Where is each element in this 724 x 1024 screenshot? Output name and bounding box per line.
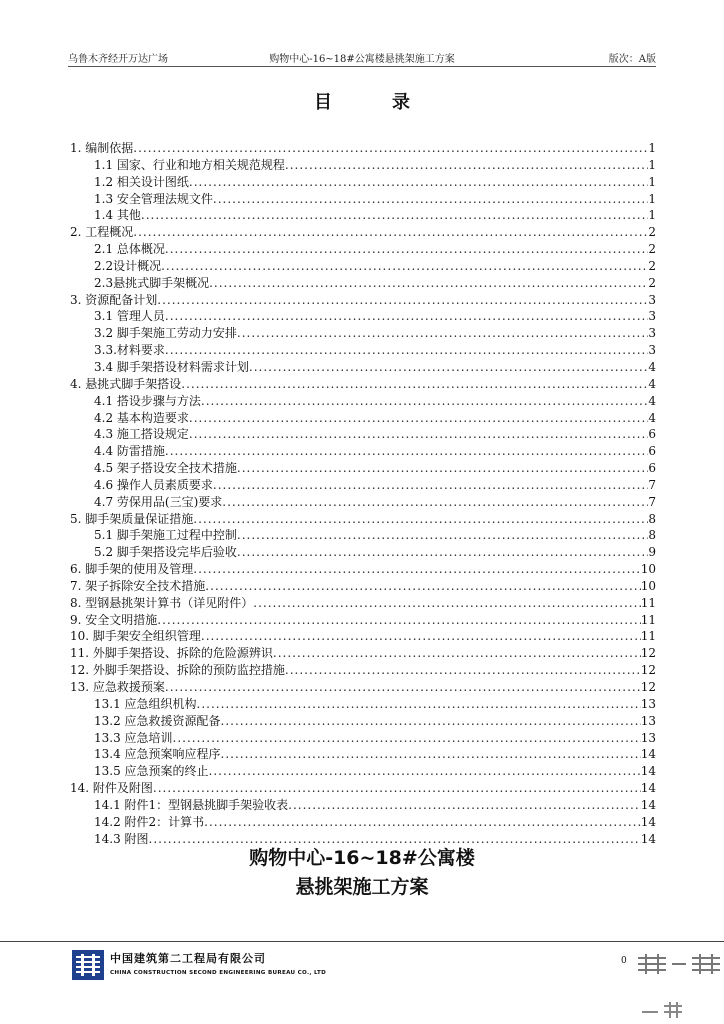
toc-entry-page: 12 <box>640 680 656 694</box>
toc-entry-page: 14 <box>640 831 656 846</box>
toc-entry[interactable] <box>70 241 656 258</box>
toc-entry[interactable] <box>70 342 656 359</box>
toc-dot-leader <box>157 612 640 629</box>
toc-dot-leader <box>209 763 641 780</box>
toc-entry-label: 3. 资源配备计划 <box>70 292 158 307</box>
toc-dot-leader <box>161 258 648 275</box>
watermark-stamp-icon <box>636 950 724 976</box>
toc-entry-page: 8 <box>648 511 656 526</box>
toc-dot-leader <box>189 410 648 427</box>
toc-dot-leader <box>165 679 641 696</box>
toc-entry-page: 14 <box>640 764 656 779</box>
toc-entry-label: 1.3 安全管理法规文件 <box>94 191 213 206</box>
toc-entry-page: 4 <box>648 359 656 374</box>
toc-entry-label: 2.2设计概况 <box>94 258 162 273</box>
toc-dot-leader <box>165 342 648 359</box>
toc-entry[interactable] <box>70 713 656 730</box>
toc-entry-label: 14.1 附件1：型钢悬挑脚手架验收表 <box>94 797 289 812</box>
toc-entry-page: 9 <box>648 545 656 560</box>
toc-dot-leader <box>237 460 648 477</box>
toc-entry-label: 7. 架子拆除安全技术措施 <box>70 578 206 593</box>
toc-entry-page: 6 <box>648 427 656 442</box>
toc-entry-label: 1.1 国家、行业和地方相关规范规程 <box>94 157 285 172</box>
toc-entry-page: 14 <box>640 797 656 812</box>
toc-dot-leader <box>193 511 648 528</box>
toc-entry-label: 4.3 施工搭设规定 <box>94 427 189 442</box>
toc-entry[interactable] <box>70 746 656 763</box>
toc-entry[interactable] <box>70 679 656 696</box>
toc-entry-page: 1 <box>648 157 656 172</box>
toc-dot-leader <box>181 376 648 393</box>
toc-entry[interactable] <box>70 443 656 460</box>
toc-entry[interactable] <box>70 207 656 224</box>
toc-entry-label: 14.3 附图 <box>94 831 149 846</box>
toc-entry[interactable] <box>70 426 656 443</box>
toc-entry[interactable] <box>70 191 656 208</box>
toc-entry-label: 13.5 应急预案的终止 <box>94 764 209 779</box>
toc-entry[interactable] <box>70 662 656 679</box>
toc-dot-leader <box>213 477 648 494</box>
toc-dot-leader <box>153 780 641 797</box>
toc-entry[interactable] <box>70 797 656 814</box>
toc-entry[interactable] <box>70 410 656 427</box>
toc-entry[interactable] <box>70 628 656 645</box>
toc-entry-page: 1 <box>648 208 656 223</box>
toc-entry-page: 13 <box>640 713 656 728</box>
toc-entry-page: 4 <box>648 376 656 391</box>
toc-entry[interactable] <box>70 612 656 629</box>
toc-entry-page: 1 <box>648 141 656 155</box>
toc-entry-page: 6 <box>648 461 656 476</box>
toc-entry[interactable] <box>70 292 656 309</box>
company-name <box>110 950 326 976</box>
toc-entry[interactable] <box>70 393 656 410</box>
toc-entry-page: 11 <box>640 595 656 610</box>
footer-divider <box>0 941 724 942</box>
toc-entry-page: 7 <box>648 494 656 509</box>
toc-entry[interactable] <box>70 494 656 511</box>
toc-entry-label: 2.1 总体概况 <box>94 242 165 257</box>
toc-entry[interactable] <box>70 544 656 561</box>
toc-entry-page: 11 <box>640 612 656 627</box>
toc-entry[interactable] <box>70 359 656 376</box>
toc-entry-label: 13.1 应急组织机构 <box>94 696 197 711</box>
toc-entry[interactable] <box>70 376 656 393</box>
toc-dot-leader <box>141 207 648 224</box>
toc-entry-label: 4.6 操作人员素质要求 <box>94 477 213 492</box>
toc-entry-page: 3 <box>648 309 656 324</box>
toc-entry[interactable] <box>70 814 656 831</box>
table-of-contents <box>70 140 656 847</box>
toc-entry-label: 3.3.材料要求 <box>94 343 165 358</box>
company-logo <box>72 950 104 980</box>
toc-entry-page: 12 <box>640 646 656 661</box>
toc-dot-leader <box>285 662 641 679</box>
toc-entry-page: 8 <box>648 528 656 543</box>
toc-entry[interactable] <box>70 140 656 157</box>
toc-entry-page: 10 <box>640 578 656 593</box>
toc-entry[interactable] <box>70 763 656 780</box>
toc-entry-page: 2 <box>648 275 656 290</box>
toc-entry-page: 4 <box>648 410 656 425</box>
toc-entry-page: 14 <box>640 814 656 829</box>
toc-entry-label: 12. 外脚手架搭设、拆除的预防监控措施 <box>70 663 285 678</box>
toc-entry[interactable] <box>70 460 656 477</box>
toc-dot-leader <box>189 174 648 191</box>
toc-dot-leader <box>173 730 641 747</box>
toc-dot-leader <box>237 527 648 544</box>
toc-dot-leader <box>189 426 648 443</box>
toc-entry-label: 5.1 脚手架施工过程中控制 <box>94 528 237 543</box>
toc-entry-label: 2. 工程概况 <box>70 225 134 240</box>
toc-entry-label: 3.1 管理人员 <box>94 309 165 324</box>
toc-entry-label: 13.4 应急预案响应程序 <box>94 747 221 762</box>
toc-dot-leader <box>285 157 648 174</box>
toc-dot-leader <box>165 241 648 258</box>
toc-dot-leader <box>133 140 648 157</box>
company-name-en: CHINA CONSTRUCTION SECOND ENGINEERING BUREAU CO., LTD <box>110 970 327 976</box>
toc-entry[interactable] <box>70 730 656 747</box>
toc-dot-leader <box>222 494 648 511</box>
toc-entry[interactable] <box>70 477 656 494</box>
toc-dot-leader <box>165 308 648 325</box>
header-document-name: 购物中心-16~18#公寓楼悬挑架施工方案 <box>269 54 455 65</box>
toc-entry-page: 12 <box>640 663 656 678</box>
toc-dot-leader <box>193 561 640 578</box>
toc-entry-page: 4 <box>648 393 656 408</box>
toc-dot-leader <box>221 713 641 730</box>
toc-entry-label: 13.3 应急培训 <box>94 730 173 745</box>
toc-dot-leader <box>165 443 648 460</box>
toc-entry-label: 5.2 脚手架搭设完毕后验收 <box>94 545 237 560</box>
toc-entry-page: 2 <box>648 258 656 273</box>
toc-entry[interactable] <box>70 174 656 191</box>
toc-entry-page: 13 <box>640 730 656 745</box>
toc-entry-page: 3 <box>648 292 656 307</box>
toc-entry-label: 6. 脚手架的使用及管理 <box>70 562 194 577</box>
toc-entry-label: 1.2 相关设计图纸 <box>94 174 189 189</box>
toc-dot-leader <box>205 578 640 595</box>
toc-dot-leader <box>209 275 648 292</box>
toc-entry-label: 9. 安全文明措施 <box>70 612 158 627</box>
toc-entry-page: 10 <box>640 562 656 577</box>
toc-entry-label: 3.2 脚手架施工劳动力安排 <box>94 326 237 341</box>
toc-entry-page: 7 <box>648 477 656 492</box>
toc-dot-leader <box>157 292 648 309</box>
toc-entry-page: 14 <box>640 781 656 796</box>
toc-entry-page: 3 <box>648 326 656 341</box>
toc-entry-page: 3 <box>648 343 656 358</box>
document-title-line2: 悬挑架施工方案 <box>295 876 429 898</box>
toc-dot-leader <box>204 814 641 831</box>
toc-dot-leader <box>237 544 648 561</box>
toc-dot-leader <box>253 595 640 612</box>
toc-dot-leader <box>213 191 648 208</box>
toc-dot-leader <box>133 224 648 241</box>
toc-entry[interactable] <box>70 578 656 595</box>
toc-entry-label: 2.3悬挑式脚手架概况 <box>94 275 210 290</box>
toc-entry[interactable] <box>70 561 656 578</box>
toc-entry[interactable] <box>70 595 656 612</box>
toc-entry[interactable] <box>70 511 656 528</box>
company-name-cn: 中国建筑第二工程局有限公司 <box>110 952 266 965</box>
toc-entry-label: 4.2 基本构造要求 <box>94 410 189 425</box>
toc-entry[interactable] <box>70 157 656 174</box>
toc-dot-leader <box>249 359 648 376</box>
toc-entry-label: 10. 脚手架安全组织管理 <box>70 629 201 644</box>
toc-entry-label: 13.2 应急救援资源配备 <box>94 713 221 728</box>
toc-entry-page: 2 <box>648 225 656 240</box>
toc-dot-leader <box>201 628 641 645</box>
toc-entry-page: 14 <box>640 747 656 762</box>
toc-entry[interactable] <box>70 696 656 713</box>
toc-entry-label: 4. 悬挑式脚手架搭设 <box>70 376 182 391</box>
header-version: 版次：A版 <box>608 54 656 65</box>
toc-entry-label: 1.4 其他 <box>94 208 141 223</box>
toc-entry-label: 11. 外脚手架搭设、拆除的危险源辨识 <box>70 646 273 661</box>
toc-entry-label: 5. 脚手架质量保证措施 <box>70 511 194 526</box>
toc-entry-page: 13 <box>640 696 656 711</box>
toc-entry-label: 4.7 劳保用品(三宝)要求 <box>94 494 223 509</box>
toc-entry-label: 14.2 附件2：计算书 <box>94 814 205 829</box>
toc-entry-page: 1 <box>648 174 656 189</box>
toc-entry[interactable] <box>70 275 656 292</box>
toc-entry-page: 11 <box>640 629 656 644</box>
toc-entry-label: 4.1 搭设步骤与方法 <box>94 393 201 408</box>
toc-dot-leader <box>221 746 641 763</box>
toc-entry[interactable] <box>70 325 656 342</box>
toc-entry[interactable] <box>70 527 656 544</box>
toc-entry-label: 8. 型钢悬挑架计算书（详见附件） <box>70 595 254 610</box>
document-title-line1: 购物中心-16~18#公寓楼 <box>249 847 475 869</box>
toc-entry-label: 14. 附件及附图 <box>70 781 153 796</box>
toc-entry-label: 4.4 防雷措施 <box>94 444 165 459</box>
toc-dot-leader <box>201 393 648 410</box>
toc-entry-label: 4.5 架子搭设安全技术措施 <box>94 461 237 476</box>
toc-entry-label: 13. 应急救援预案 <box>70 680 165 694</box>
header-project-name: 乌鲁木齐经开万达广场 <box>68 54 168 65</box>
toc-entry-page: 2 <box>648 242 656 257</box>
toc-entry-page: 1 <box>648 191 656 206</box>
toc-entry[interactable] <box>70 780 656 797</box>
watermark-stamp-small-icon <box>640 1000 684 1020</box>
toc-entry-page: 6 <box>648 444 656 459</box>
page-number: 0 <box>621 956 627 966</box>
toc-entry[interactable] <box>70 224 656 241</box>
toc-title: 目录 <box>314 92 470 113</box>
toc-dot-leader <box>273 645 641 662</box>
toc-entry[interactable] <box>70 308 656 325</box>
toc-entry-label: 3.4 脚手架搭设材料需求计划 <box>94 359 249 374</box>
toc-dot-leader <box>197 696 641 713</box>
toc-entry[interactable] <box>70 645 656 662</box>
toc-entry[interactable] <box>70 258 656 275</box>
toc-entry-label: 1. 编制依据 <box>70 141 134 155</box>
page-header <box>68 50 656 67</box>
toc-dot-leader <box>237 325 648 342</box>
toc-dot-leader <box>288 797 641 814</box>
